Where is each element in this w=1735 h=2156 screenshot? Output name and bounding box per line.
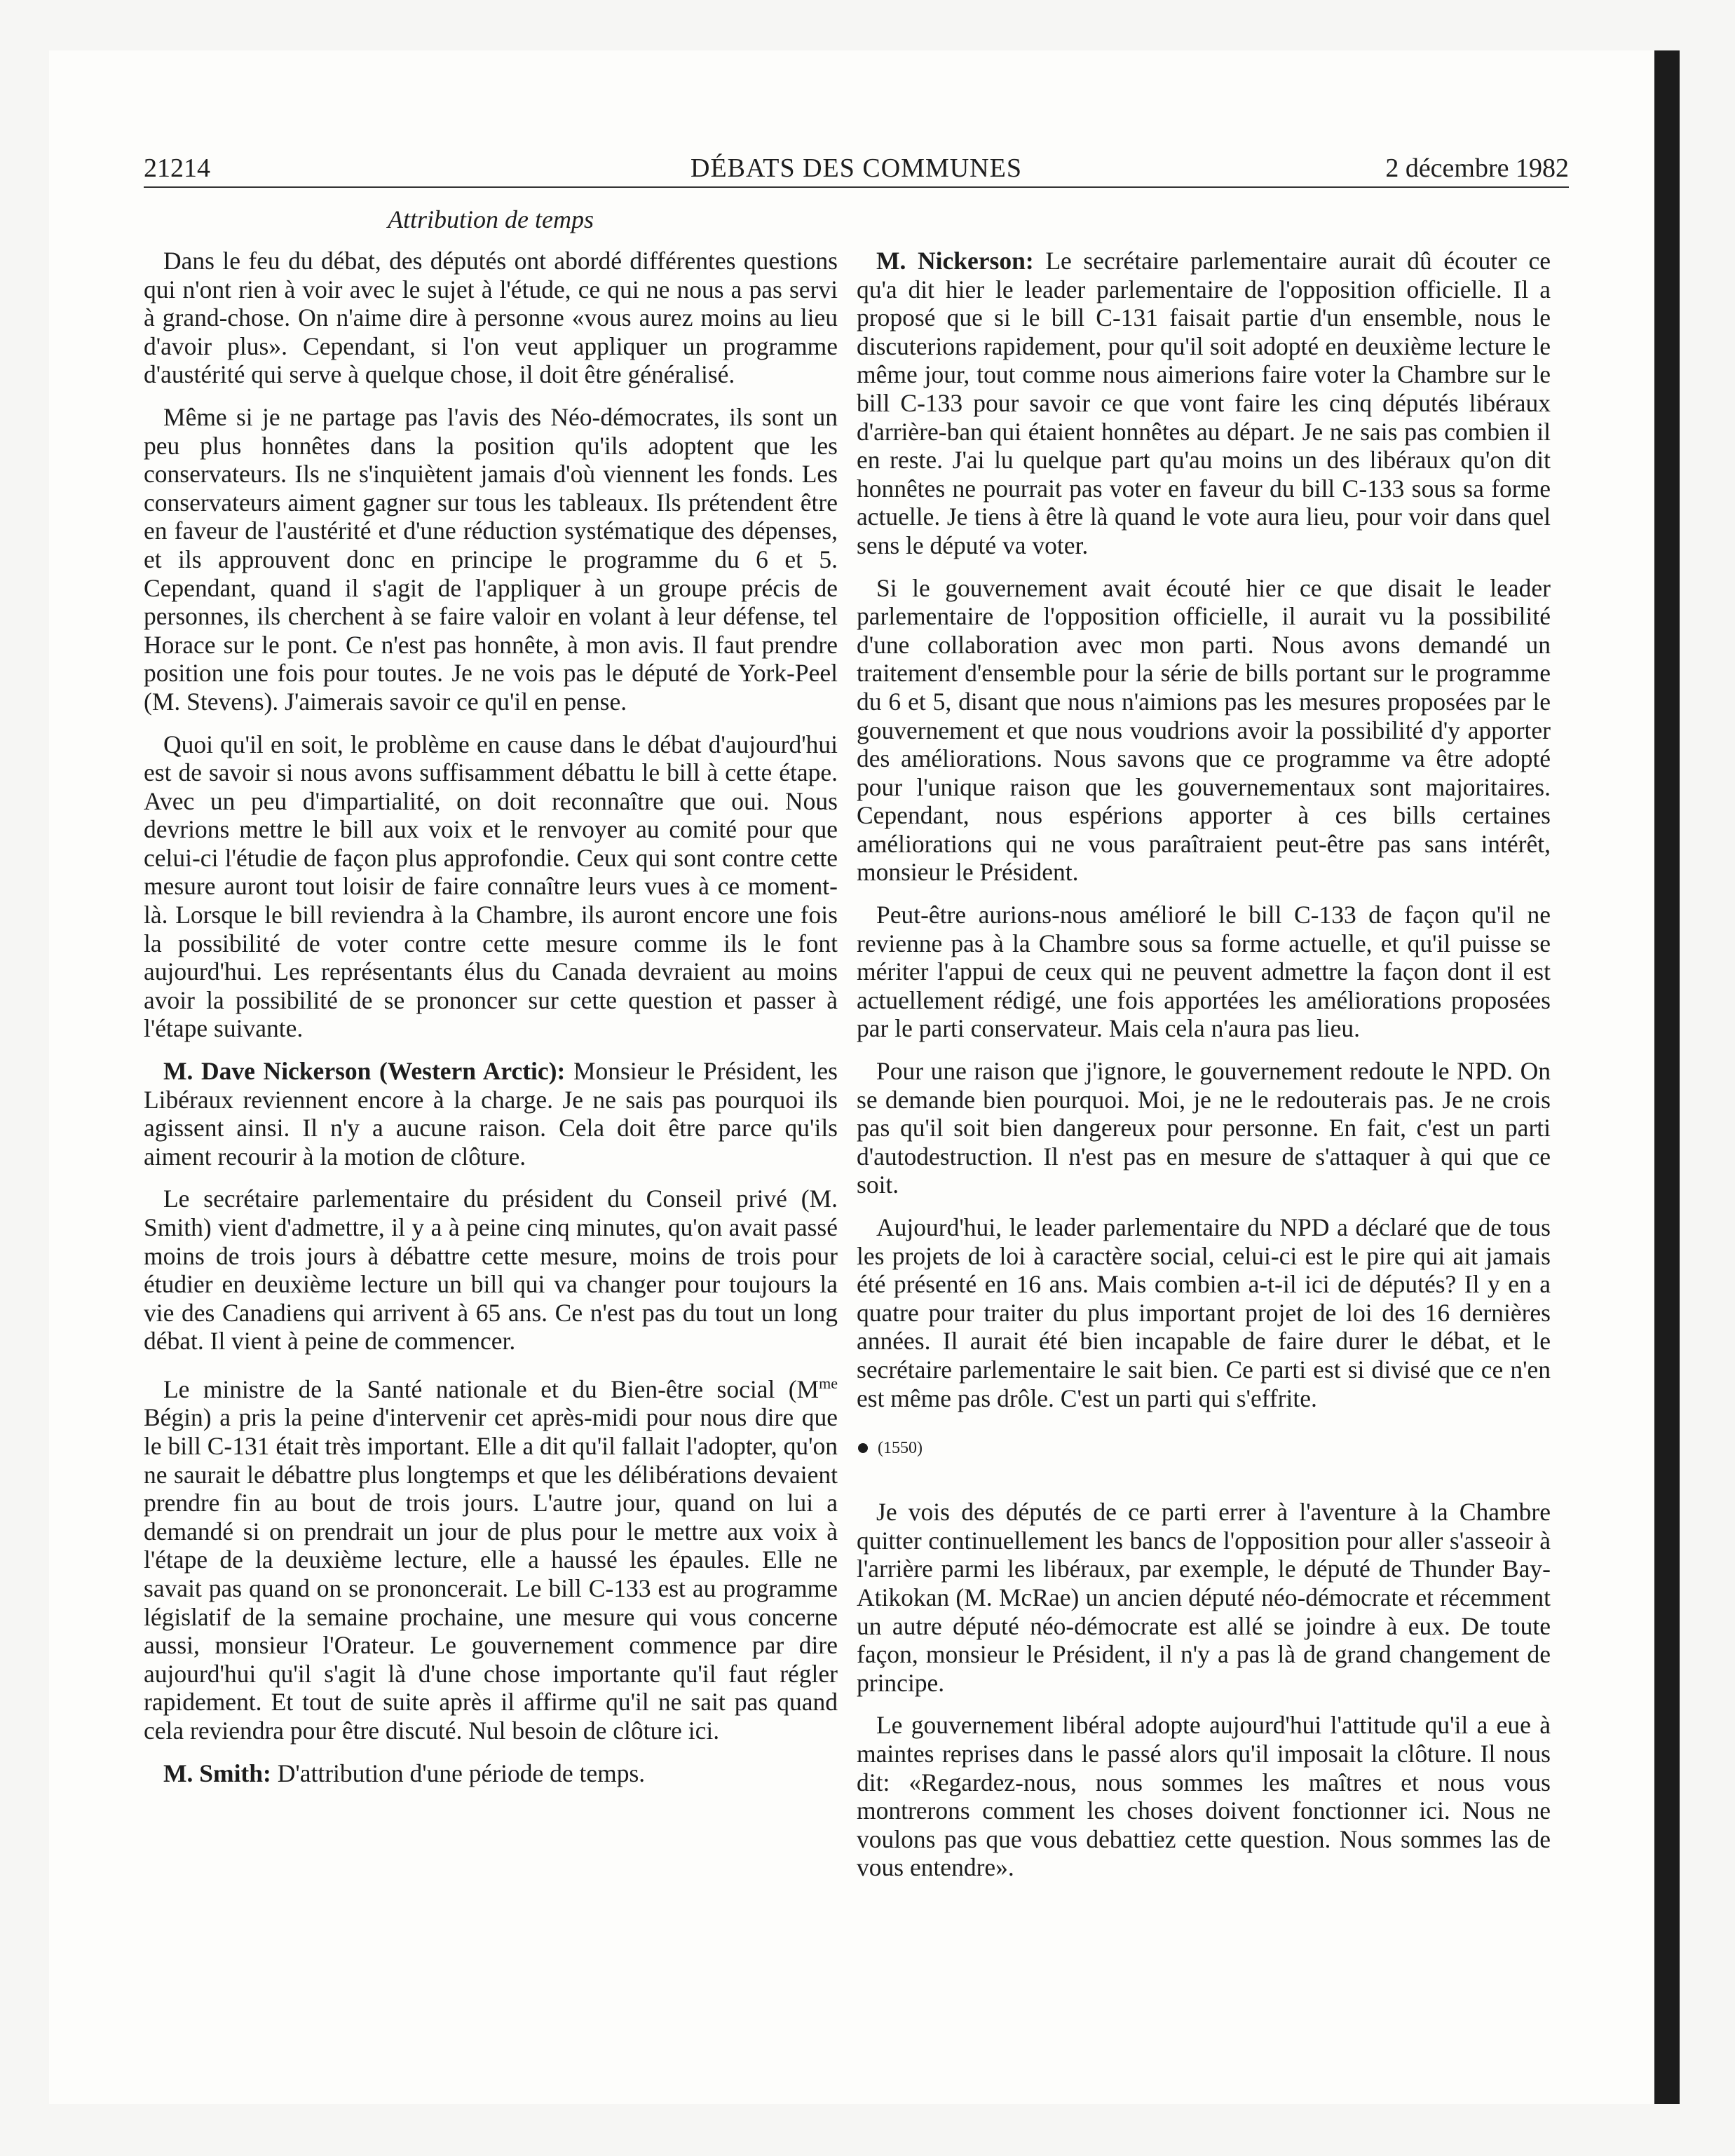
- speaker-name: M. Smith:: [163, 1759, 271, 1787]
- paragraph: Quoi qu'il en soit, le problème en cause dans le débat d'aujourd'hui est de savoir si nous avons suffisamment débattu le bill à cette étape. Avec un peu d'impartialité, on doit reconnaître que oui. Nous devrions mettre le bill aux voix et le renvoyer au comité pour que celui-ci l'étudie de façon plus approfondie. Ceux qui sont contre cette mesure auront tout loisir de faire connaître leurs vues à ce moment-là. Lorsque le bill reviendra à la Chambre, ils auront encore une fois la possibilité de voter contre cette mesure comme ils le font aujourd'hui. Les représentants élus du Canada devraient au moins avoir la possibilité de se prononcer sur cette question et passer à l'étape suivante.: [144, 730, 838, 1043]
- left-column: [144, 247, 838, 1801]
- right-column: [857, 247, 1551, 1896]
- superscript: me: [819, 1374, 838, 1392]
- paragraph-text: Bégin) a pris la peine d'intervenir cet après-midi pour nous dire que le bill C-131 était très important. Elle a dit qu'il fallait l'adopter, qu'on ne saurait le débattre plus longtemps et que les délibérations devaient prendre fin au bout de trois jours. L'autre jour, quand on lui a demandé si on prendrait un jour de plus pour le mettre aux voix à l'étape de la deuxième lecture, elle a haussé les épaules. Elle ne savait pas quand on se prononcerait. Le bill C-133 est au programme législatif de la semaine prochaine, une mesure qui vous concerne aussi, monsieur l'Orateur. Le gouvernement commence par dire aujourd'hui qu'il s'agit là d'une chose importante qu'il faut régler rapidement. Et tout de suite après il affirme qu'il ne sait pas quand cela reviendra pour être discuté. Nul besoin de clôture ici.: [144, 1403, 838, 1745]
- speech-paragraph: [857, 247, 1551, 560]
- time-marker: [857, 1438, 1551, 1459]
- speech-paragraph: [144, 1759, 838, 1788]
- scan-edge-bar: [1654, 50, 1680, 2104]
- page-header: [144, 147, 1569, 188]
- bullet-icon: [858, 1443, 868, 1453]
- speaker-name: M. Dave Nickerson (Western Arctic):: [163, 1057, 566, 1086]
- paragraph-text: Le ministre de la Santé nationale et du Bien-être social (M: [163, 1374, 819, 1403]
- paragraph: Si le gouvernement avait écouté hier ce que disait le leader parlementaire de l'opposition officielle, il aurait vu la possibilité d'une collaboration avec mon parti. Nous avons demandé un traitement d'ensemble pour la série de bills portant sur le programme du 6 et 5, disant que nous n'aimions pas les mesures proposées par le gouvernement et que nous voudrions avoir la possibilité d'y apporter des améliorations. Nous savons que ce programme va être adopté pour l'unique raison que les gouvernementaux sont majoritaires. Cependant, nous espérions apporter à ces bills certaines améliorations qui ne vous paraîtraient peut-être pas sans intérêt, monsieur le Président.: [857, 573, 1551, 887]
- paragraph: Pour une raison que j'ignore, le gouvernement redoute le NPD. On se demande bien pourquoi. Moi, je ne le redouterais pas. Je ne crois pas qu'il soit bien dangereux pour personne. En fait, c'est un parti d'autodestruction. Il n'est pas en mesure de s'attaquer à qui que ce soit.: [857, 1057, 1551, 1199]
- paragraph: [144, 1370, 838, 1745]
- speech-text: Le secrétaire parlementaire aurait dû écouter ce qu'a dit hier le leader parlementaire de l'opposition officielle. Il a proposé que si le bill C-131 faisait partie d'un ensemble, nous le discuterions rapidement, pour qu'il soit adopté en deuxième lecture le même jour, tout comme nous aimerions faire voter la Chambre sur le bill C-133 pour savoir ce que vont faire les cinq députés libéraux d'arrière-ban qui étaient honnêtes au départ. Je ne sais pas combien il en reste. J'ai lu quelque part qu'au moins un des libéraux qu'on dit honnêtes ne pourrait pas voter en faveur du bill C-133 sous sa forme actuelle. Je tiens à être là quand le vote aura lieu, pour voir dans quel sens le député va voter.: [857, 247, 1551, 559]
- issue-date: 2 décembre 1982: [1385, 153, 1569, 183]
- speech-paragraph: [144, 1057, 838, 1171]
- paragraph: Peut-être aurions-nous amélioré le bill C-133 de façon qu'il ne revienne pas à la Chambre sous sa forme actuelle, et qu'il puisse se mériter l'appui de ceux qui ne peuvent admettre la façon dont il est actuellement rédigé, une fois apportées les améliorations proposées par le parti conservateur. Mais cela n'aura pas lieu.: [857, 901, 1551, 1043]
- paragraph: Le secrétaire parlementaire du président du Conseil privé (M. Smith) vient d'admettre, il y a à peine cinq minutes, qu'on avait passé moins de trois jours à débattre cette mesure, moins de trois pour étudier en deuxième lecture un bill qui va changer pour toujours la vie des Canadiens qui arrivent à 65 ans. Ce n'est pas du tout un long débat. Il vient à peine de commencer.: [144, 1185, 838, 1356]
- paragraph: Je vois des députés de ce parti errer à l'aventure à la Chambre quitter continuellement les bancs de l'opposition pour aller s'asseoir à l'arrière parmi les libéraux, par exemple, le député de Thunder Bay-Atikokan (M. McRae) un ancien député néo-démocrate et récemment un autre député néo-démocrate est allé se joindre à eux. De toute façon, monsieur le Président, il n'y a pas là de grand changement de principe.: [857, 1498, 1551, 1697]
- paragraph: Le gouvernement libéral adopte aujourd'hui l'attitude qu'il a eue à maintes reprises dans le passé alors qu'il imposait la clôture. Il nous dit: «Regardez-nous, nous sommes les maîtres et nous vous montrerons comment les choses doivent fonctionner ici. Nous ne voulons pas que vous debattiez cette question. Nous sommes las de vous entendre».: [857, 1711, 1551, 1882]
- paragraph: Dans le feu du débat, des députés ont abordé différentes questions qui n'ont rien à voir avec le sujet à l'étude, ce qui ne nous a pas servi à grand-chose. On n'aime dire à personne «vous aurez moins au lieu d'avoir plus». Cependant, si l'on veut appliquer un programme d'austérité qui serve à quelque chose, il doit être généralisé.: [144, 247, 838, 389]
- paragraph: Même si je ne partage pas l'avis des Néo-démocrates, ils sont un peu plus honnêtes dans la position qu'ils adoptent que les conservateurs. Ils ne s'inquiètent jamais d'où viennent les fonds. Les conservateurs aiment gagner sur tous les tableaux. Ils prétendent être en faveur de l'austérité et d'une réduction systématique des dépenses, et ils approuvent donc en principe le programme du 6 et 5. Cependant, quand il s'agit de l'appliquer à un groupe précis de personnes, ils cherchent à se faire valoir en volant à leur défense, tel Horace sur le pont. Ce n'est pas honnête, à mon avis. Il faut prendre position une fois pour toutes. Je ne vois pas le député de York-Peel (M. Stevens). J'aimerais savoir ce qu'il en pense.: [144, 402, 838, 716]
- section-heading: Attribution de temps: [388, 205, 594, 233]
- publication-title: DÉBATS DES COMMUNES: [690, 153, 1022, 183]
- speaker-name: M. Nickerson:: [876, 247, 1034, 275]
- paragraph: Aujourd'hui, le leader parlementaire du NPD a déclaré que de tous les projets de loi à caractère social, celui-ci est le pire qui ait jamais été présenté en 16 ans. Mais combien a-t-il ici de députés? Il y en a quatre pour traiter du plus important projet de loi des 16 dernières années. Il aurait été bien incapable de faire durer le débat, et le secrétaire parlementaire le sait bien. Ce parti est si divisé que ce n'en est même pas drôle. C'est un parti qui s'effrite.: [857, 1213, 1551, 1412]
- timestamp: (1550): [878, 1439, 923, 1458]
- page-number: 21214: [144, 153, 210, 183]
- speech-text: D'attribution d'une période de temps.: [277, 1759, 646, 1787]
- speech-text: Monsieur le Président, les Libéraux reviennent encore à la charge. Je ne sais pas pourquoi ils agissent ainsi. Il n'y a aucune raison. Cela doit être parce qu'ils aiment recourir à la motion de clôture.: [144, 1057, 838, 1171]
